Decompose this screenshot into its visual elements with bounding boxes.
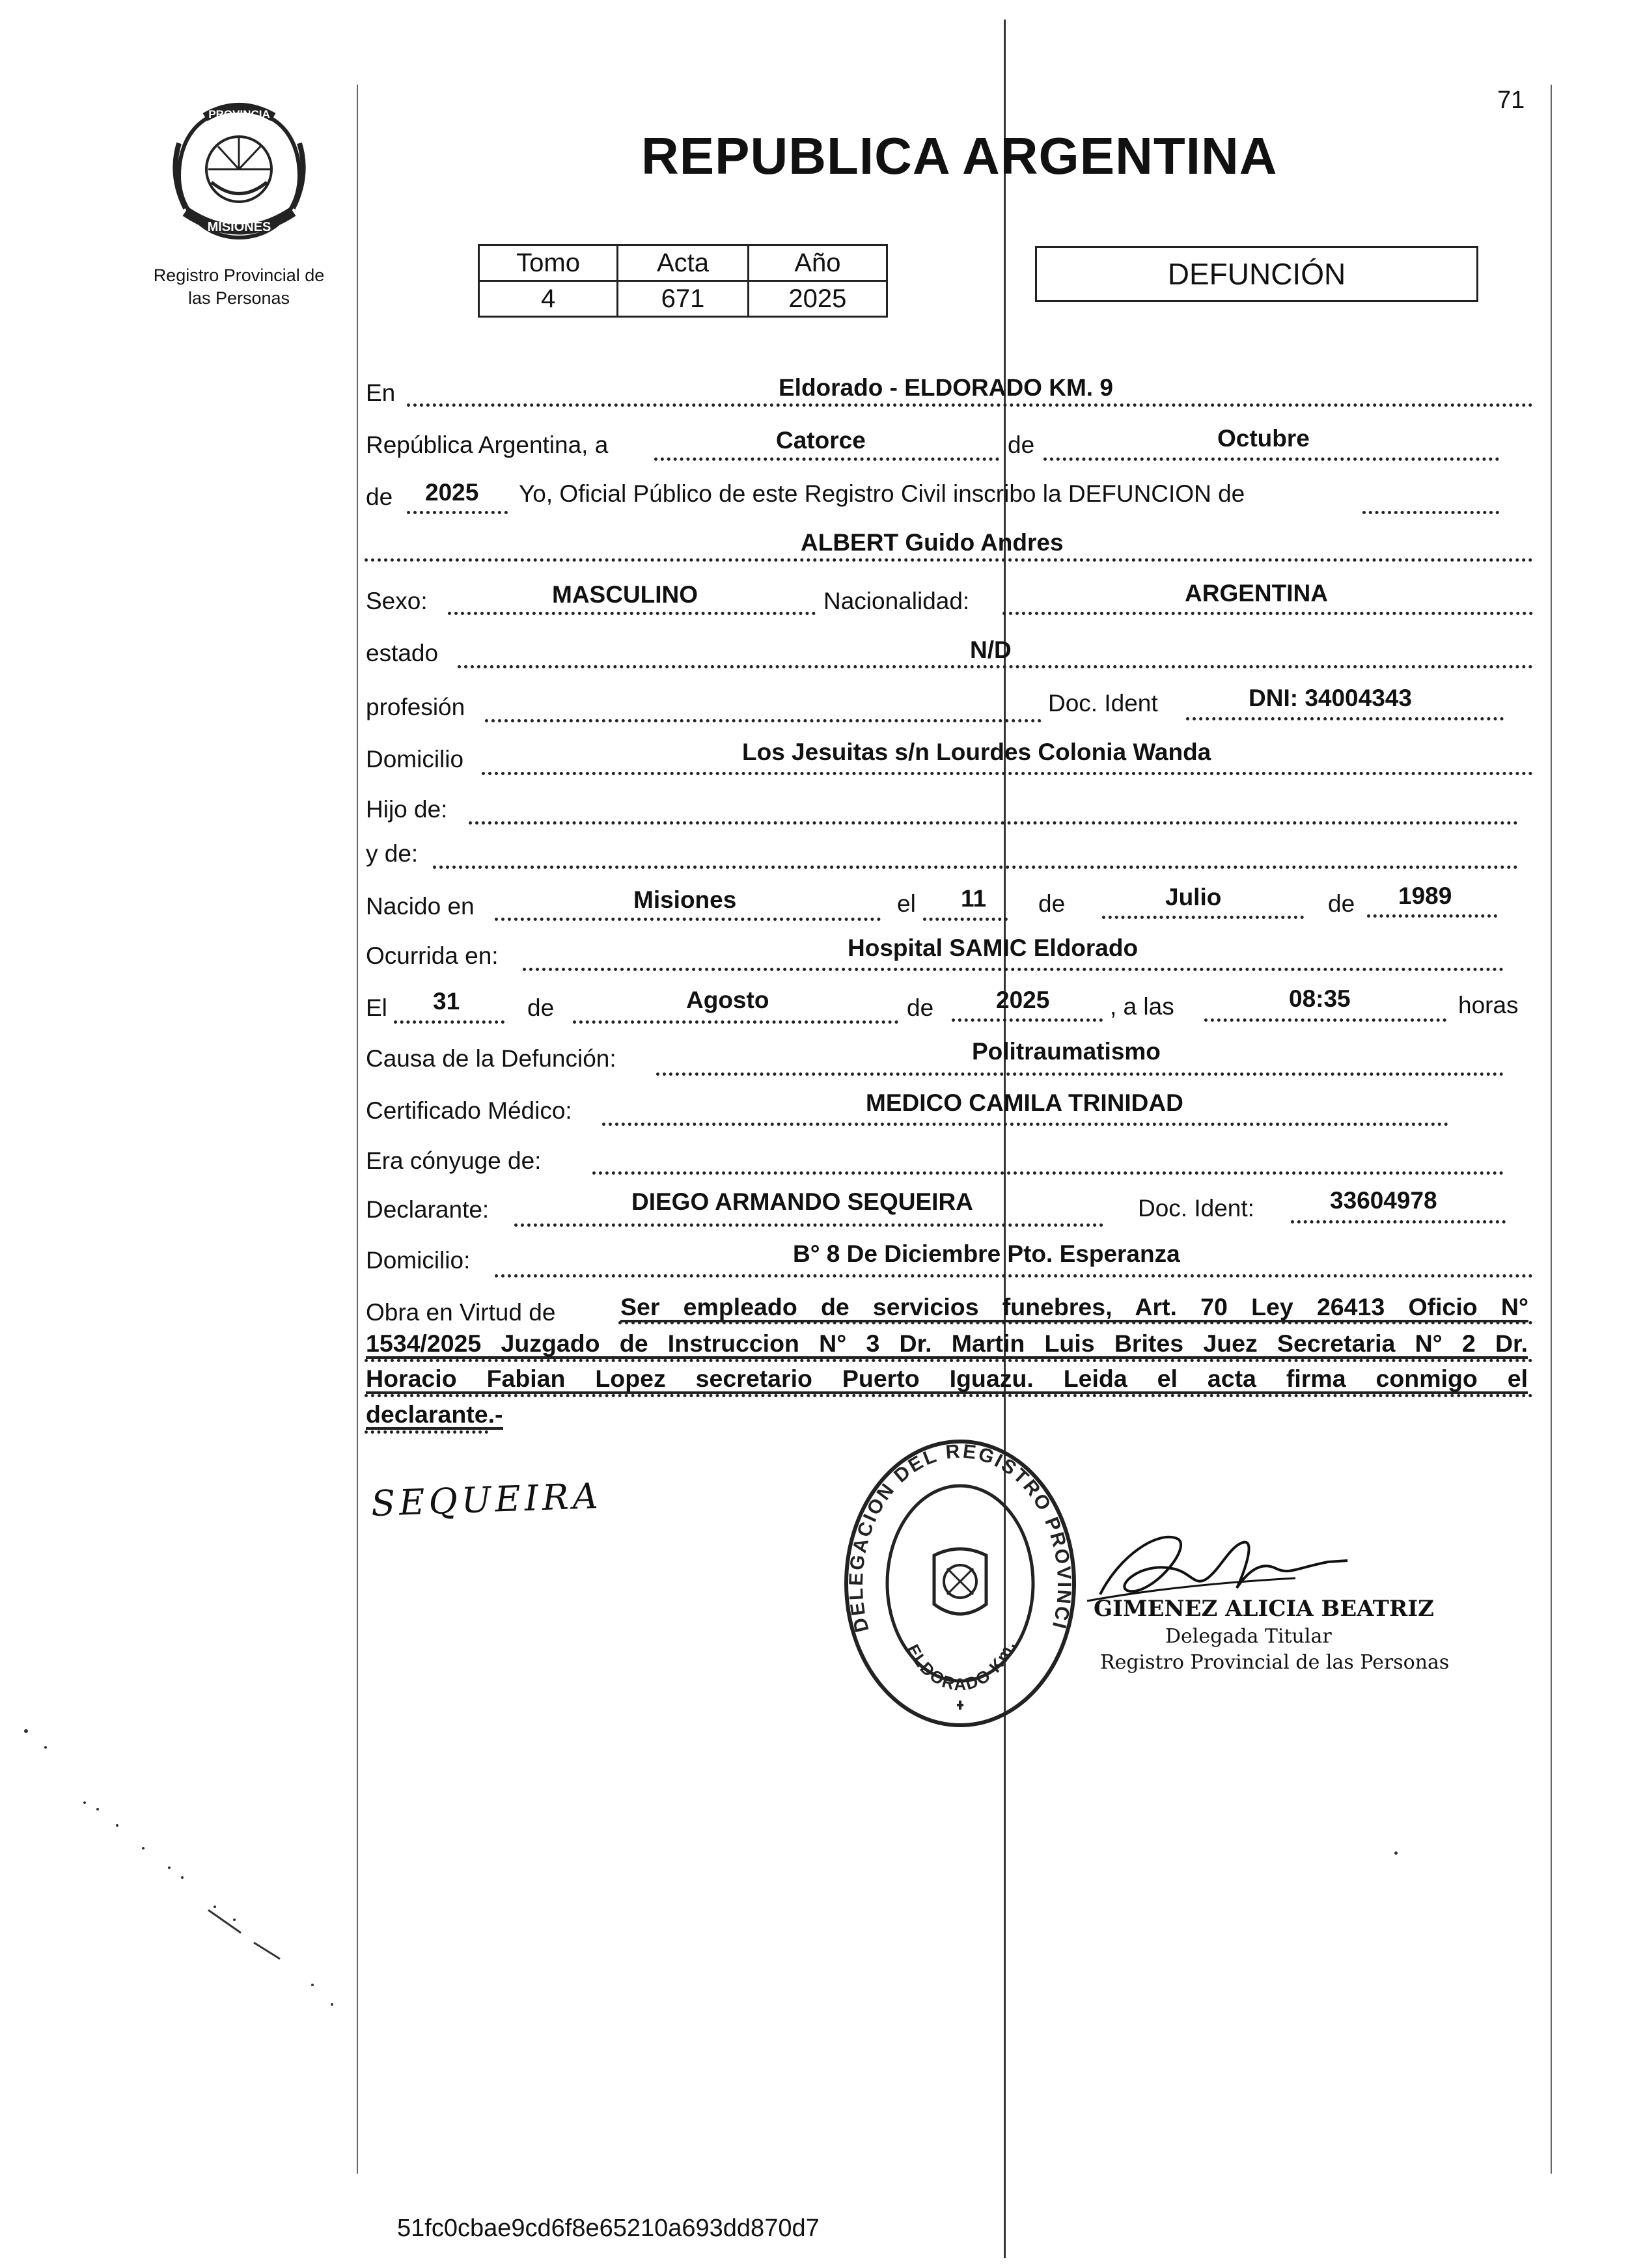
value-certificado: MEDICO CAMILA TRINIDAD	[866, 1089, 1183, 1116]
label-el: el	[897, 890, 916, 917]
label-de: de	[1008, 431, 1035, 458]
label-horas: horas	[1458, 992, 1519, 1018]
value-declarante-doc: 33604978	[1330, 1187, 1437, 1214]
registry-value-cell: 4	[479, 281, 618, 317]
logo-bottom-text: MISIONES	[207, 220, 271, 234]
dotted-line	[1362, 511, 1499, 514]
label-de: de	[366, 484, 393, 510]
registry-value-cell: 671	[618, 281, 749, 317]
value-nacido-mes: Julio	[1165, 884, 1222, 910]
scan-dot	[1394, 1851, 1398, 1855]
value-nacido-dia: 11	[961, 885, 987, 912]
label-hijo-de: Hijo de:	[366, 796, 448, 823]
dotted-line	[923, 918, 1008, 921]
label-yo: Yo, Oficial Público de este Registro Civil inscribo la DEFUNCION de	[519, 480, 1245, 507]
dotted-line	[1204, 1018, 1446, 1022]
dotted-line	[365, 558, 1533, 562]
value-def-anio: 2025	[996, 987, 1050, 1013]
label-nacionalidad: Nacionalidad:	[823, 588, 970, 614]
registry-header-cell: Año	[748, 245, 887, 281]
dotted-line	[365, 1359, 1533, 1362]
value-nacionalidad: ARGENTINA	[1185, 580, 1328, 607]
svg-text:DELEGACION DEL REGISTRO PROVIN	[840, 1435, 1075, 1634]
dotted-line	[514, 1223, 1103, 1227]
page-title: REPUBLICA ARGENTINA	[641, 127, 1278, 185]
org-name-line1: Registro Provincial de	[153, 266, 325, 285]
label-causa: Causa de la Defunción:	[366, 1045, 616, 1072]
value-obra-line4: declarante.-	[366, 1402, 503, 1430]
org-name-line2: las Personas	[187, 288, 290, 308]
value-obra-line2: 1534/2025 Juzgado de Instruccion N° 3 Dr. Martin Luis Brites Juez Secretaria N° 2 Dr.	[366, 1332, 1528, 1359]
label-conyuge: Era cónyuge de:	[366, 1147, 542, 1174]
registry-header-cell: Tomo	[479, 245, 618, 281]
value-dia-inscripcion: Catorce	[776, 427, 866, 454]
value-declarante: DIEGO ARMANDO SEQUEIRA	[631, 1188, 973, 1215]
declarante-signature: SEQUEIRA	[370, 1475, 603, 1525]
value-obra-line1: Ser empleado de servicios funebres, Art. 70 Ley 26413 Oficio N°	[620, 1295, 1528, 1322]
value-sexo: MASCULINO	[552, 581, 698, 608]
dotted-line	[482, 772, 1533, 775]
official-name: GIMENEZ ALICIA BEATRIZ	[1094, 1596, 1434, 1622]
value-def-hora: 08:35	[1289, 985, 1351, 1012]
label-domicilio: Domicilio	[366, 746, 464, 772]
label-obra-en: Obra en Virtud de	[366, 1299, 556, 1326]
value-nacido-lugar: Misiones	[633, 886, 737, 913]
right-margin-line	[1551, 85, 1552, 2174]
document-hash: 51fc0cbae9cd6f8e65210a693dd870d7	[397, 2215, 820, 2242]
label-de: de	[527, 994, 555, 1021]
dotted-line	[448, 612, 816, 615]
value-mes-inscripcion: Octubre	[1217, 425, 1310, 452]
province-logo	[166, 98, 312, 247]
value-lugar: Eldorado - ELDORADO KM. 9	[779, 374, 1113, 401]
dotted-line	[523, 968, 1504, 971]
value-domicilio: Los Jesuitas s/n Lourdes Colonia Wanda	[742, 739, 1211, 765]
label-republica: República Argentina, a	[366, 431, 609, 458]
registry-value-row	[479, 281, 887, 317]
page-number: 71	[1497, 87, 1525, 114]
official-stamp	[840, 1435, 1081, 1731]
registry-header-row	[479, 245, 887, 281]
dotted-line	[407, 511, 508, 514]
left-margin-line	[357, 85, 358, 2174]
fold-line	[1004, 20, 1006, 2258]
dotted-line	[469, 821, 1518, 825]
dotted-line	[1102, 916, 1304, 919]
value-nacido-anio: 1989	[1398, 882, 1452, 909]
dotted-line	[952, 1018, 1103, 1022]
dotted-line	[602, 1123, 1448, 1126]
stamp-inner-text: ELDORADO Km.	[903, 1637, 1019, 1695]
dotted-line	[394, 1020, 504, 1024]
dotted-line	[365, 1394, 1533, 1397]
label-doc-ident: Doc. Ident	[1048, 690, 1158, 717]
dotted-line	[592, 1171, 1504, 1175]
dotted-line	[407, 403, 1533, 407]
value-doc: DNI: 34004343	[1249, 685, 1412, 711]
dotted-line	[618, 1321, 1533, 1324]
dotted-line	[1367, 914, 1497, 918]
dotted-line	[495, 1274, 1533, 1277]
dotted-line	[365, 1430, 488, 1434]
dotted-line	[495, 918, 881, 921]
dotted-line	[1043, 458, 1499, 461]
dotted-line	[656, 1073, 1504, 1076]
value-ocurrida: Hospital SAMIC Eldorado	[848, 935, 1139, 961]
dotted-line	[573, 1020, 898, 1024]
label-profesion: profesión	[366, 694, 465, 720]
official-org: Registro Provincial de las Personas	[1100, 1651, 1450, 1674]
registry-value-cell: 2025	[748, 281, 887, 317]
dotted-line	[654, 458, 999, 461]
label-doc-ident-declarante: Doc. Ident:	[1138, 1195, 1254, 1222]
label-el-cap: El	[366, 994, 387, 1021]
label-domicilio-declarante: Domicilio:	[366, 1247, 471, 1274]
value-declarante-domicilio: B° 8 De Diciembre Pto. Esperanza	[793, 1240, 1180, 1267]
value-anio-inscripcion: 2025	[425, 479, 479, 506]
value-estado: N/D	[970, 636, 1012, 663]
registry-table	[478, 244, 888, 318]
value-def-mes: Agosto	[686, 987, 769, 1013]
scan-speck-trail	[13, 1718, 352, 2030]
value-def-dia: 31	[433, 988, 460, 1015]
label-sexo: Sexo:	[366, 588, 428, 614]
dotted-line	[1186, 717, 1504, 720]
dotted-line	[458, 665, 1533, 668]
label-y-de: y de:	[366, 840, 419, 867]
label-de: de	[1038, 890, 1066, 917]
dotted-line	[1002, 612, 1533, 615]
dotted-line	[433, 866, 1518, 869]
dotted-line	[1291, 1220, 1506, 1223]
label-en: En	[366, 379, 396, 406]
stamp-outer-text: DELEGACION DEL REGISTRO PROVINCI	[845, 1440, 1075, 1635]
value-obra-line3: Horacio Fabian Lopez secretario Puerto Iguazu. Leida el acta firma conmigo el	[366, 1367, 1528, 1394]
label-ocurrida-en: Ocurrida en:	[366, 942, 499, 969]
label-declarante: Declarante:	[366, 1196, 490, 1223]
label-de: de	[907, 994, 934, 1021]
act-type-box: DEFUNCIÓN	[1035, 246, 1478, 302]
dotted-line	[485, 719, 1042, 722]
value-nombre: ALBERT Guido Andres	[801, 529, 1064, 556]
stamp-seal-icon	[840, 1435, 1081, 1731]
logo-top-text: PROVINCIA DE	[208, 108, 270, 133]
official-role: Delegada Titular	[1165, 1625, 1332, 1648]
value-causa: Politraumatismo	[972, 1038, 1161, 1065]
label-estado: estado	[366, 640, 439, 666]
label-nacido-en: Nacido en	[366, 893, 475, 920]
registry-header-cell: Acta	[618, 245, 749, 281]
label-de: de	[1328, 890, 1355, 917]
label-certificado: Certificado Médico:	[366, 1097, 572, 1124]
label-a-las: , a las	[1110, 993, 1174, 1020]
